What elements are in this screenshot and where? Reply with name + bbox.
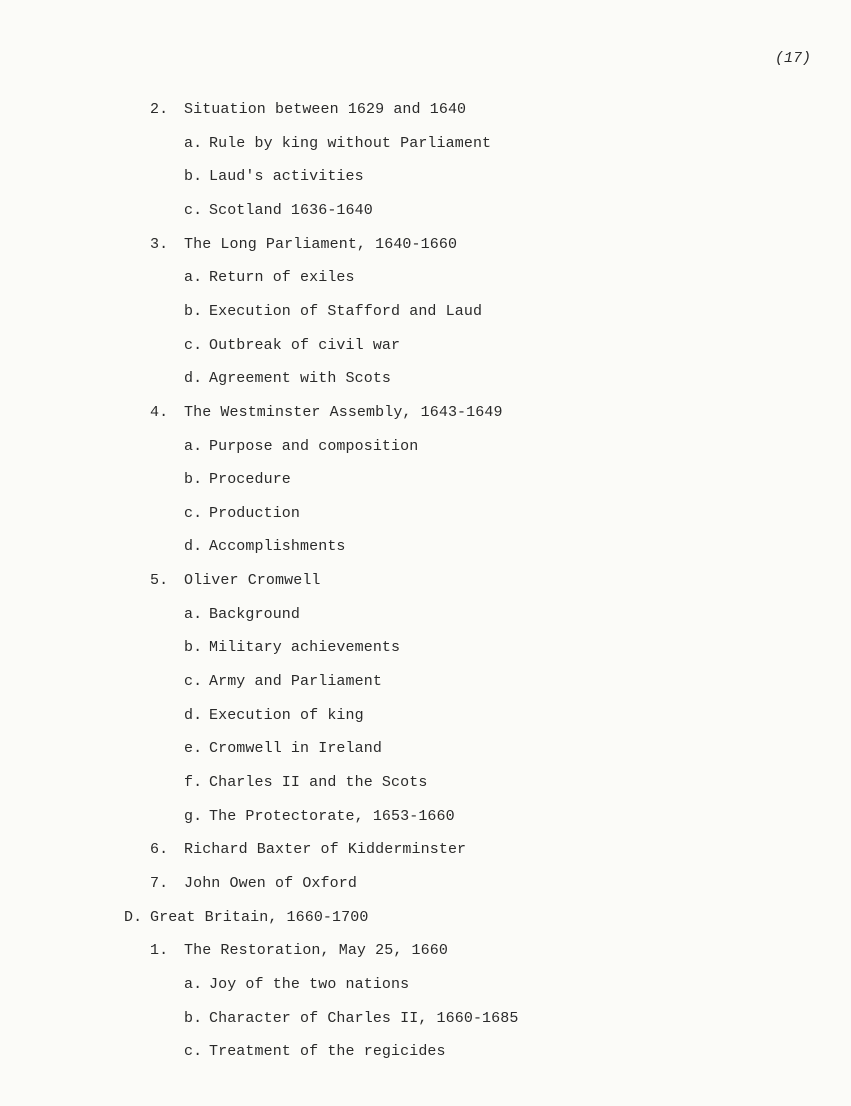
outline-subitem <box>184 370 391 387</box>
outline-item <box>150 875 357 892</box>
outline-item <box>150 101 466 118</box>
outline-item <box>150 236 457 253</box>
outline-marker: D. <box>124 909 143 926</box>
outline-text: Cromwell in Ireland <box>209 740 382 757</box>
outline-marker: 3. <box>150 236 169 253</box>
outline-text: The Protectorate, 1653-1660 <box>209 808 455 825</box>
outline-text: Execution of king <box>209 707 364 724</box>
outline-subitem <box>184 1043 446 1060</box>
outline-marker: c. <box>184 673 203 690</box>
outline-subitem <box>184 303 482 320</box>
outline-text: Great Britain, 1660-1700 <box>150 909 369 926</box>
outline-marker: a. <box>184 976 203 993</box>
section-heading <box>124 909 368 926</box>
outline-marker: a. <box>184 135 203 152</box>
outline-text: The Restoration, May 25, 1660 <box>184 942 448 959</box>
outline-subitem <box>184 740 382 757</box>
outline-subitem <box>184 505 300 522</box>
outline-marker: d. <box>184 370 203 387</box>
outline-text: Army and Parliament <box>209 673 382 690</box>
outline-subitem <box>184 269 355 286</box>
outline-marker: e. <box>184 740 203 757</box>
outline-item <box>150 572 321 589</box>
outline-text: Military achievements <box>209 639 401 656</box>
outline-subitem <box>184 707 364 724</box>
outline-text: John Owen of Oxford <box>184 875 357 892</box>
outline-subitem <box>184 808 455 825</box>
outline-text: Production <box>209 505 301 522</box>
outline-marker: f. <box>184 774 203 791</box>
outline-marker: a. <box>184 606 203 623</box>
outline-text: Joy of the two nations <box>209 976 410 993</box>
outline-text: Oliver Cromwell <box>184 572 321 589</box>
outline-text: Treatment of the regicides <box>209 1043 446 1060</box>
outline-subitem <box>184 471 291 488</box>
outline-text: Accomplishments <box>209 538 346 555</box>
outline-item <box>150 942 448 959</box>
outline-marker: 7. <box>150 875 169 892</box>
outline-text: Background <box>209 606 301 623</box>
outline-marker: 4. <box>150 404 169 421</box>
outline-item <box>150 841 466 858</box>
outline-marker: 2. <box>150 101 169 118</box>
outline-text: Outbreak of civil war <box>209 337 401 354</box>
outline-marker: 5. <box>150 572 169 589</box>
outline-marker: d. <box>184 538 203 555</box>
outline-subitem <box>184 606 300 623</box>
outline-subitem <box>184 135 491 152</box>
outline-marker: c. <box>184 1043 203 1060</box>
outline-subitem <box>184 976 409 993</box>
outline-marker: a. <box>184 269 203 286</box>
outline-subitem <box>184 168 364 185</box>
outline-marker: b. <box>184 471 203 488</box>
outline-text: Scotland 1636-1640 <box>209 202 373 219</box>
outline-text: Character of Charles II, 1660-1685 <box>209 1010 519 1027</box>
outline-text: Agreement with Scots <box>209 370 392 387</box>
outline-subitem <box>184 1010 518 1027</box>
outline-text: Rule by king without Parliament <box>209 135 492 152</box>
outline-text: Situation between 1629 and 1640 <box>184 101 467 118</box>
outline-marker: 6. <box>150 841 169 858</box>
outline-subitem <box>184 673 382 690</box>
outline-marker: d. <box>184 707 203 724</box>
outline-marker: a. <box>184 438 203 455</box>
outline-subitem <box>184 538 346 555</box>
outline-text: Richard Baxter of Kidderminster <box>184 841 467 858</box>
outline-text: Procedure <box>209 471 291 488</box>
outline-marker: b. <box>184 303 203 320</box>
outline-text: Laud's activities <box>209 168 364 185</box>
outline-subitem <box>184 639 400 656</box>
outline-subitem <box>184 438 418 455</box>
outline-subitem <box>184 774 427 791</box>
outline-marker: c. <box>184 202 203 219</box>
outline-subitem <box>184 202 373 219</box>
outline-marker: g. <box>184 808 203 825</box>
outline-text: The Long Parliament, 1640-1660 <box>184 236 458 253</box>
outline-marker: c. <box>184 337 203 354</box>
outline-text: Purpose and composition <box>209 438 419 455</box>
outline-marker: b. <box>184 1010 203 1027</box>
outline-marker: c. <box>184 505 203 522</box>
outline-text: The Westminster Assembly, 1643-1649 <box>184 404 503 421</box>
outline-text: Execution of Stafford and Laud <box>209 303 483 320</box>
outline-subitem <box>184 337 400 354</box>
outline-item <box>150 404 503 421</box>
outline-marker: b. <box>184 168 203 185</box>
outline-marker: b. <box>184 639 203 656</box>
outline-text: Return of exiles <box>209 269 355 286</box>
page-number: (17) <box>775 50 812 67</box>
outline-marker: 1. <box>150 942 169 959</box>
outline-text: Charles II and the Scots <box>209 774 428 791</box>
